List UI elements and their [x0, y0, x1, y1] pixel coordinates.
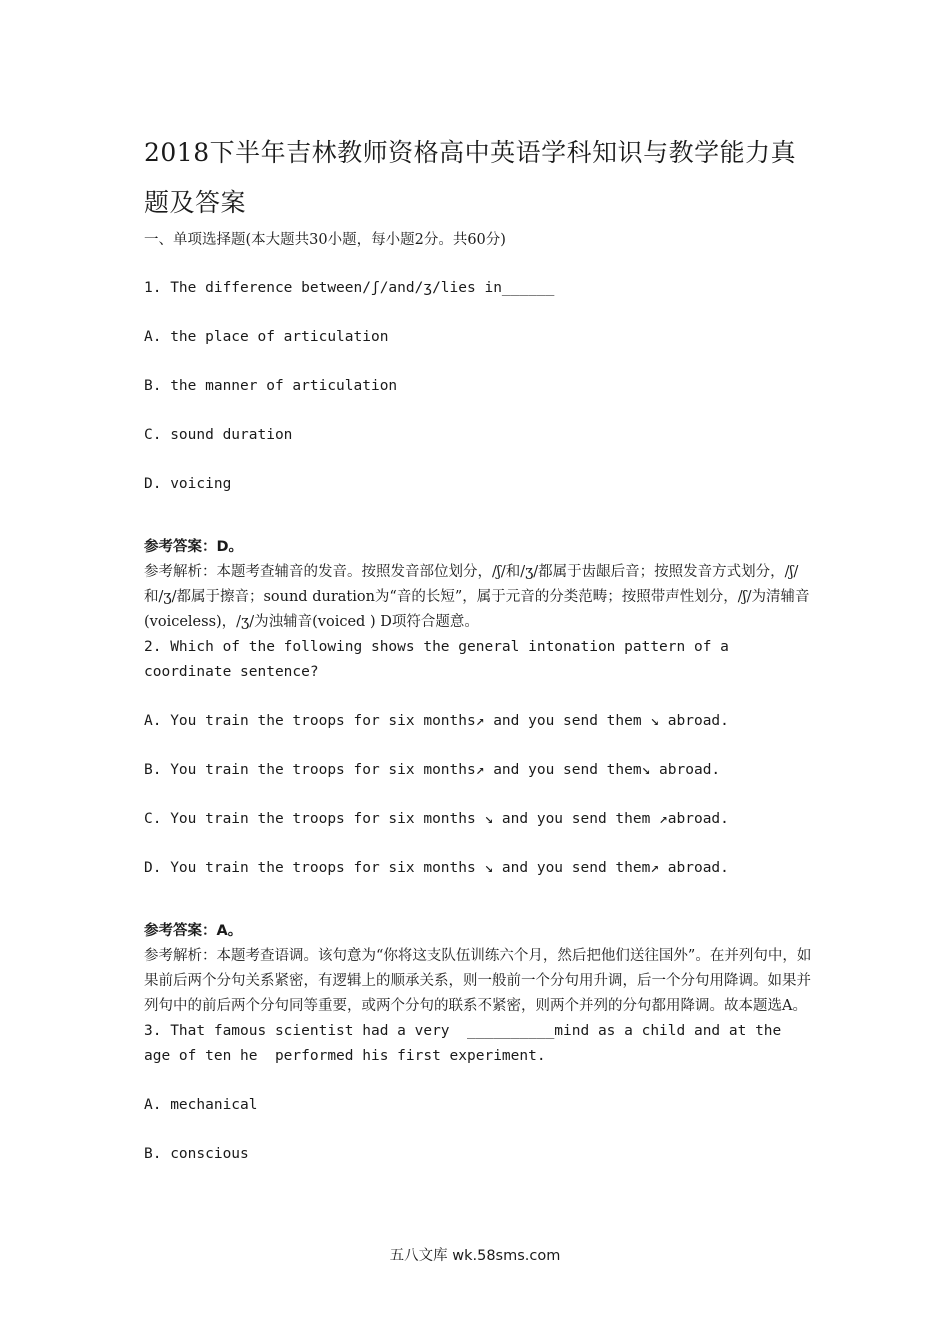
option-a: A. mechanical [144, 1097, 258, 1113]
option-b: B. You train the troops for six months↗ and you send them↘ abroad. [144, 762, 721, 778]
question-stem: 2. Which of the following shows the general intonation pattern of a coordinate sentence? [144, 639, 738, 680]
option-b: B. the manner of articulation [144, 378, 398, 394]
option-c: C. You train the troops for six months ↘ and you send them ↗abroad. [144, 811, 729, 827]
question-3 [144, 1019, 814, 1167]
question-stem: 3. That famous scientist had a very __________mind as a child and at the age of ten he performed his first experiment. [144, 1023, 791, 1064]
option-b: B. conscious [144, 1146, 249, 1162]
option-c: C. sound duration [144, 427, 293, 443]
option-a: A. You train the troops for six months↗ and you send them ↘ abroad. [144, 713, 729, 729]
option-d: D. voicing [144, 476, 232, 492]
answer-explanation: 参考解析：本题考查辅音的发音。按照发音部位划分，/ʃ/和/ʒ/都属于齿龈后音；按照发音方式划分，/ʃ/和/ʒ/都属于擦音；sound duration为“音的长短”，属于元音的分类范畴；按照带声性划分，/ʃ/为清辅音(voiceless)，/ʒ/为浊辅音(voiced ) D项符合题意。 [144, 564, 810, 630]
page-footer: 五八文库 wk.58sms.com [389, 1248, 561, 1264]
document-title: 2018下半年吉林教师资格高中英语学科知识与教学能力真题及答案 [144, 138, 797, 217]
document-page [144, 128, 814, 1167]
question-1 [144, 276, 814, 635]
section-heading: 一、单项选择题(本大题共30小题，每小题2分。共60分) [144, 232, 506, 248]
answer-label: 参考答案：A。 [144, 923, 243, 939]
question-2 [144, 635, 814, 1019]
answer-label: 参考答案：D。 [144, 539, 244, 555]
question-stem: 1. The difference between/ʃ/and/ʒ/lies in______ [144, 280, 555, 296]
option-a: A. the place of articulation [144, 329, 389, 345]
option-d: D. You train the troops for six months ↘ and you send them↗ abroad. [144, 860, 729, 876]
answer-explanation: 参考解析：本题考查语调。该句意为“你将这支队伍训练六个月，然后把他们送往国外”。在并列句中，如果前后两个分句关系紧密，有逻辑上的顺承关系，则一般前一个分句用升调，后一个分句用降调。如果并列句中的前后两个分句同等重要，或两个分句的联系不紧密，则两个并列的分句都用降调。故本题选A。 [144, 948, 812, 1014]
